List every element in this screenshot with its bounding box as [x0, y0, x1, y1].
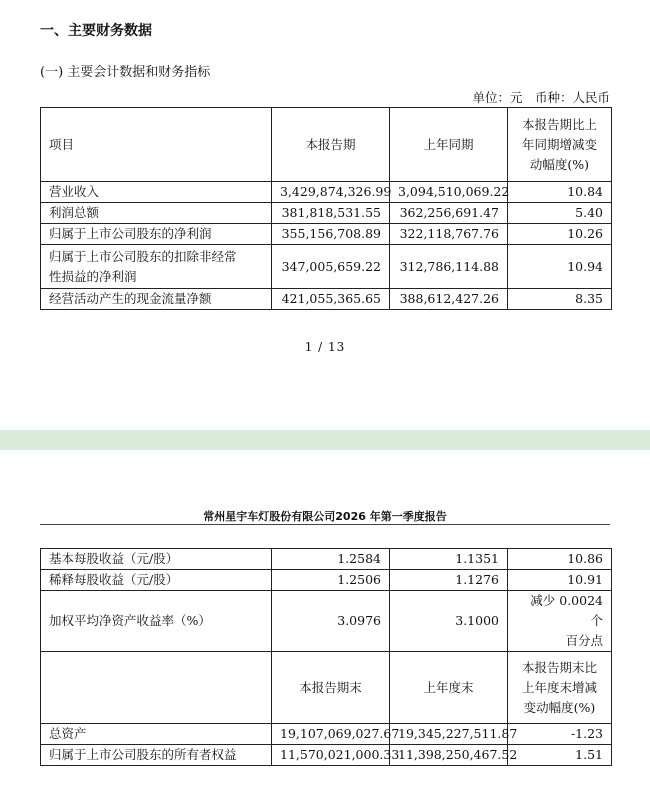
financial-data-table-1	[40, 107, 612, 310]
unit-currency-note: 单位：元 币种：人民币	[472, 90, 610, 105]
row-prior-value: 322,118,767.76	[390, 224, 508, 245]
row-current-value: 11,570,021,000.33	[272, 745, 390, 766]
row-current-value: 347,005,659.22	[272, 245, 390, 289]
row-label: 总资产	[41, 724, 272, 745]
row-label: 营业收入	[41, 182, 272, 203]
row-current-value: 1.2584	[272, 549, 390, 570]
row-prior-value: 1.1351	[390, 549, 508, 570]
row-prior-value: 19,345,227,511.87	[390, 724, 508, 745]
row-change-value	[508, 591, 612, 652]
row-current-value: 3.0976	[272, 591, 390, 652]
table-row	[41, 224, 612, 245]
row-change-line: 百分点	[565, 633, 603, 648]
row-current-value: 3,429,874,326.99	[272, 182, 390, 203]
table-row	[41, 745, 612, 766]
row-label: 利润总额	[41, 203, 272, 224]
header-current-period: 本报告期	[272, 108, 390, 182]
row-change-value: 10.26	[508, 224, 612, 245]
row-prior-value: 3.1000	[390, 591, 508, 652]
row-prior-value: 3,094,510,069.22	[390, 182, 508, 203]
table-row	[41, 203, 612, 224]
table-row	[41, 182, 612, 203]
row-current-value: 355,156,708.89	[272, 224, 390, 245]
row-change-value: 5.40	[508, 203, 612, 224]
header-change-line: 动幅度(%)	[529, 156, 590, 172]
row-change-value: -1.23	[508, 724, 612, 745]
row-label: 归属于上市公司股东的净利润	[41, 224, 272, 245]
section-title: 一、主要财务数据	[40, 23, 152, 39]
header-rule	[40, 524, 610, 525]
header-item	[41, 652, 272, 724]
table-row	[41, 570, 612, 591]
header-current-period-end: 本报告期末	[272, 652, 390, 724]
row-label: 基本每股收益（元/股）	[41, 549, 272, 570]
report-title: 常州星宇车灯股份有限公司2026 年第一季度报告	[203, 510, 447, 523]
row-change-value: 10.94	[508, 245, 612, 289]
row-current-value: 381,818,531.55	[272, 203, 390, 224]
header-prior-year-end: 上年度末	[390, 652, 508, 724]
row-current-value: 19,107,069,027.67	[272, 724, 390, 745]
header-change-line: 变动幅度(%)	[523, 699, 596, 715]
header-change-line: 年同期增减变	[521, 136, 597, 152]
header-change-line: 本报告期比上	[521, 116, 597, 132]
header-change-pct	[508, 108, 612, 182]
header-prior-period: 上年同期	[390, 108, 508, 182]
table-row	[41, 289, 612, 310]
header-change-pct	[508, 652, 612, 724]
header-change-line: 上年度末增减	[521, 679, 597, 695]
subsection-title: (一) 主要会计数据和财务指标	[40, 65, 211, 80]
row-prior-value: 312,786,114.88	[390, 245, 508, 289]
row-change-value: 10.91	[508, 570, 612, 591]
row-prior-value: 11,398,250,467.52	[390, 745, 508, 766]
page-separator	[0, 430, 650, 450]
row-change-line: 减少 0.0024 个	[530, 593, 603, 628]
table-row	[41, 549, 612, 570]
row-label-line: 性损益的净利润	[49, 268, 137, 284]
row-label: 归属于上市公司股东的所有者权益	[41, 745, 272, 766]
row-change-value: 10.86	[508, 549, 612, 570]
page-number: 1 / 13	[304, 340, 346, 354]
row-prior-value: 362,256,691.47	[390, 203, 508, 224]
row-change-value: 1.51	[508, 745, 612, 766]
financial-data-table-2	[40, 548, 612, 766]
table-header-row	[41, 652, 612, 724]
row-label	[41, 245, 272, 289]
row-label: 加权平均净资产收益率（%）	[41, 591, 272, 652]
header-change-line: 本报告期末比	[521, 659, 597, 675]
row-label: 稀释每股收益（元/股）	[41, 570, 272, 591]
row-change-value: 8.35	[508, 289, 612, 310]
table-header-row	[41, 108, 612, 182]
row-prior-value: 1.1276	[390, 570, 508, 591]
row-current-value: 421,055,365.65	[272, 289, 390, 310]
row-prior-value: 388,612,427.26	[390, 289, 508, 310]
table-row	[41, 245, 612, 289]
row-label-line: 归属于上市公司股东的扣除非经常	[49, 248, 237, 264]
row-change-value: 10.84	[508, 182, 612, 203]
table-row	[41, 591, 612, 652]
row-current-value: 1.2506	[272, 570, 390, 591]
row-label: 经营活动产生的现金流量净额	[41, 289, 272, 310]
header-item: 项目	[41, 108, 272, 182]
table-row	[41, 724, 612, 745]
